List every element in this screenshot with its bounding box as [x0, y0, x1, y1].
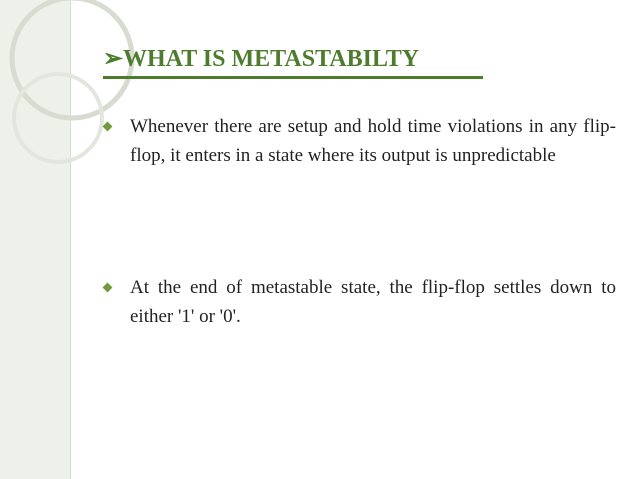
title-underline: [103, 76, 483, 79]
bullet-text: Whenever there are setup and hold time violations in any flip-flop, it enters in a state where its output is unpredictable: [130, 116, 616, 166]
diamond-bullet-icon: [103, 283, 113, 293]
slide-title-text: WHAT IS METASTABILTY: [123, 46, 420, 72]
slide-title: [103, 44, 419, 74]
bullet-text: At the end of metastable state, the flip-flop settles down to either '1' or '0'.: [130, 277, 616, 327]
decorative-circles: [0, 0, 150, 200]
arrow-bullet-icon: ➢: [103, 46, 124, 72]
bullet-item: [102, 273, 616, 331]
bullet-item: [102, 112, 616, 170]
diamond-bullet-icon: [103, 122, 113, 132]
